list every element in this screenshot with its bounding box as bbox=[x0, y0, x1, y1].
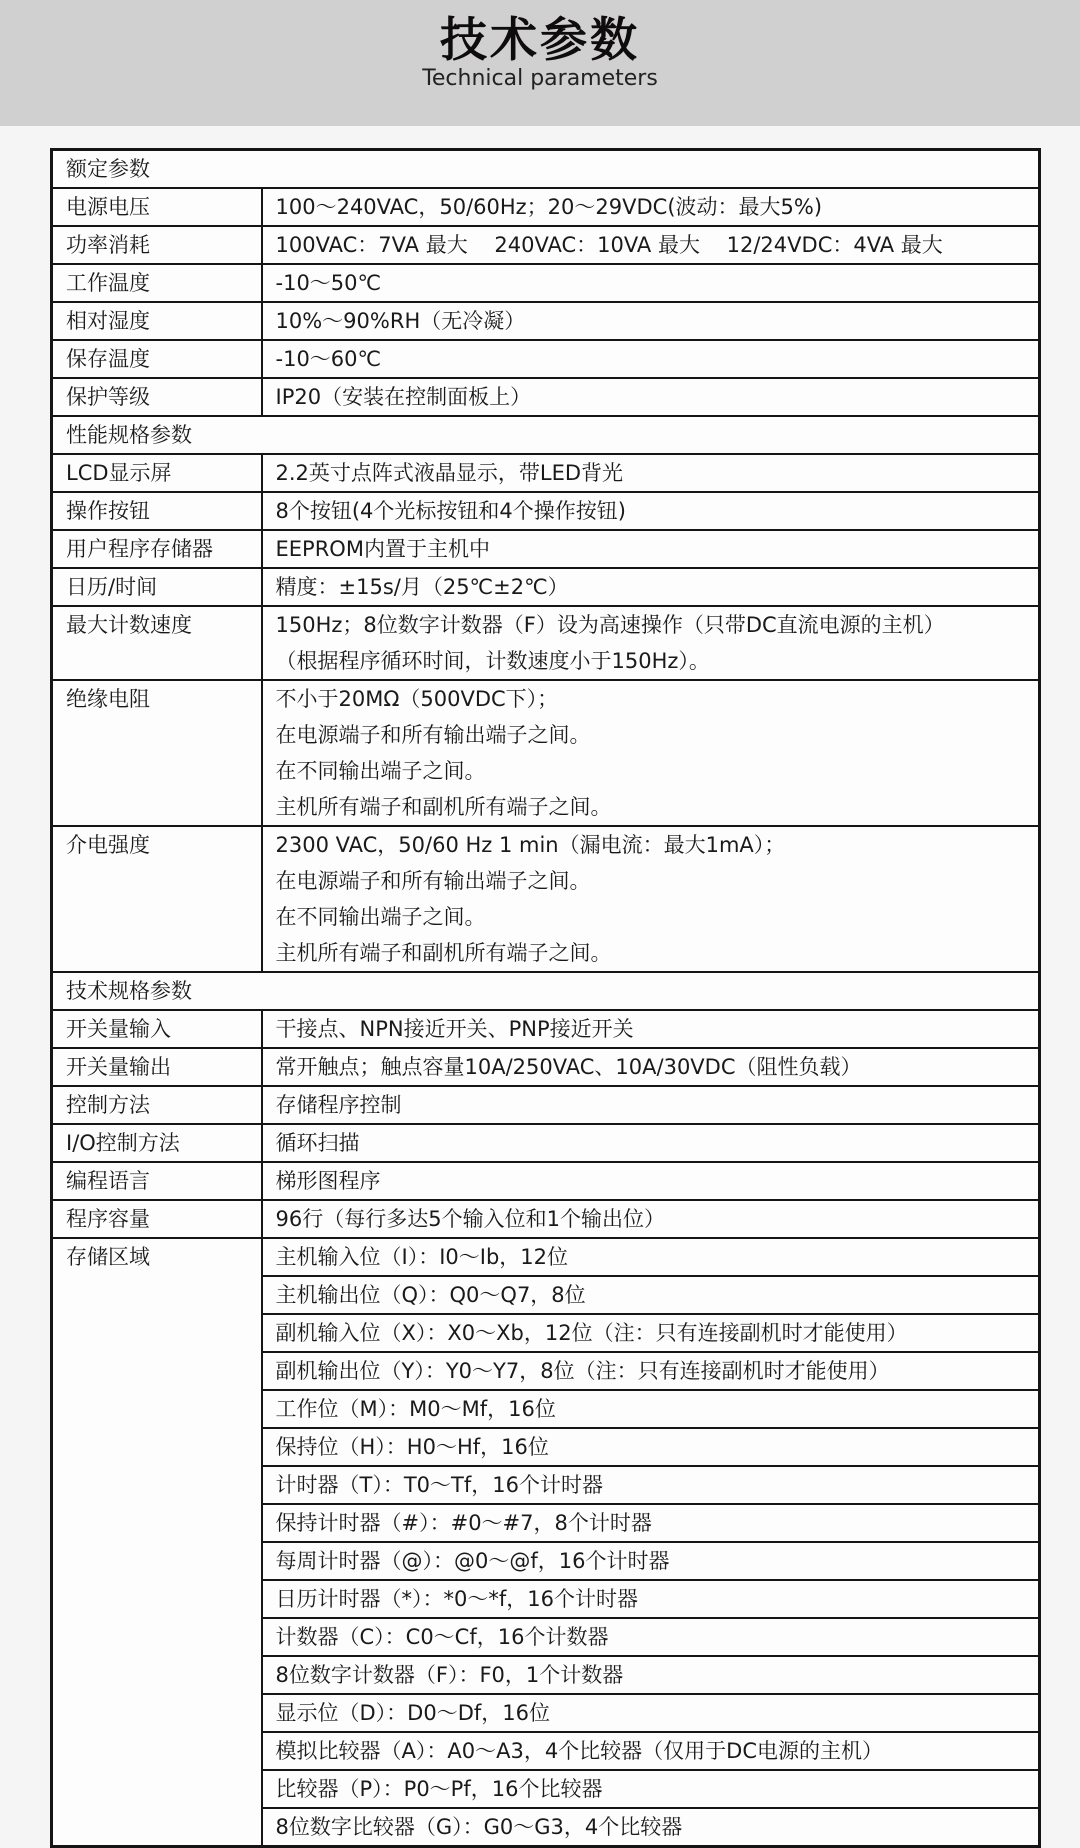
group-value-cell: 日历计时器（*）：*0～*f，16个计时器 bbox=[262, 1580, 1040, 1618]
param-value-line: 循环扫描 bbox=[275, 1131, 360, 1155]
table-section-row bbox=[52, 150, 1040, 189]
param-label-cell: 保护等级 bbox=[52, 378, 262, 416]
param-value-cell bbox=[262, 1124, 1040, 1162]
table-row bbox=[52, 226, 1040, 264]
param-value-line: 150Hz；8位数字计数器（F）设为高速操作（只带DC直流电源的主机） bbox=[275, 613, 945, 637]
header-banner bbox=[0, 0, 1080, 126]
param-value-line: 在电源端子和所有输出端子之间。 bbox=[275, 723, 591, 747]
table-row bbox=[52, 1162, 1040, 1200]
param-value-line: 2.2英寸点阵式液晶显示，带LED背光 bbox=[275, 461, 624, 485]
param-value-line: 存储程序控制 bbox=[275, 1093, 402, 1117]
group-value-cell: 保持位（H）：H0～Hf，16位 bbox=[262, 1428, 1040, 1466]
param-value-line: EEPROM内置于主机中 bbox=[275, 537, 490, 561]
param-value-line: 2300 VAC，50/60 Hz 1 min（漏电流：最大1mA）； bbox=[275, 833, 786, 857]
param-label-cell: 编程语言 bbox=[52, 1162, 262, 1200]
table-section-row bbox=[52, 972, 1040, 1010]
table-row bbox=[52, 530, 1040, 568]
group-value-cell: 工作位（M）：M0～Mf，16位 bbox=[262, 1390, 1040, 1428]
param-label-cell: 绝缘电阻 bbox=[52, 680, 262, 826]
param-value-cell bbox=[262, 530, 1040, 568]
param-value-cell bbox=[262, 1010, 1040, 1048]
page-subtitle: Technical parameters bbox=[422, 66, 658, 91]
param-label-cell: 开关量输出 bbox=[52, 1048, 262, 1086]
group-value-cell: 8位数字比较器（G）：G0～G3，4个比较器 bbox=[262, 1808, 1040, 1847]
group-value-cell: 计数器（C）：C0～Cf，16个计数器 bbox=[262, 1618, 1040, 1656]
group-value-cell: 8位数字计数器（F）：F0，1个计数器 bbox=[262, 1656, 1040, 1694]
table-row bbox=[52, 188, 1040, 226]
spec-table-body bbox=[52, 150, 1040, 1847]
group-value-cell: 计时器（T）：T0～Tf，16个计时器 bbox=[262, 1466, 1040, 1504]
table-row bbox=[52, 680, 1040, 826]
param-label-cell: 日历/时间 bbox=[52, 568, 262, 606]
table-row bbox=[52, 264, 1040, 302]
table-row bbox=[52, 340, 1040, 378]
param-label-cell: 功率消耗 bbox=[52, 226, 262, 264]
param-value-cell bbox=[262, 680, 1040, 826]
section-header-cell: 性能规格参数 bbox=[52, 416, 1040, 454]
param-value-cell bbox=[262, 340, 1040, 378]
param-value-line: 96行（每行多达5个输入位和1个输出位） bbox=[275, 1207, 665, 1231]
param-label-cell: 程序容量 bbox=[52, 1200, 262, 1238]
param-value-cell bbox=[262, 264, 1040, 302]
param-label-cell: 工作温度 bbox=[52, 264, 262, 302]
param-value-line: 不小于20MΩ（500VDC下）； bbox=[275, 687, 559, 711]
param-value-cell bbox=[262, 302, 1040, 340]
table-row bbox=[52, 606, 1040, 680]
table-row bbox=[52, 1200, 1040, 1238]
group-value-cell: 显示位（D）：D0～Df，16位 bbox=[262, 1694, 1040, 1732]
param-value-line: （根据程序循环时间，计数速度小于150Hz）。 bbox=[275, 649, 710, 673]
group-value-cell: 比较器（P）：P0～Pf，16个比较器 bbox=[262, 1770, 1040, 1808]
table-row bbox=[52, 1048, 1040, 1086]
param-label-cell: 最大计数速度 bbox=[52, 606, 262, 680]
param-value-cell bbox=[262, 378, 1040, 416]
group-value-cell: 保持计时器（#）：#0～#7，8个计时器 bbox=[262, 1504, 1040, 1542]
param-label-cell: 电源电压 bbox=[52, 188, 262, 226]
group-value-cell: 副机输出位（Y）：Y0～Y7，8位（注：只有连接副机时才能使用） bbox=[262, 1352, 1040, 1390]
page-title: 技术参数 bbox=[440, 13, 640, 68]
table-row bbox=[52, 568, 1040, 606]
param-value-cell bbox=[262, 454, 1040, 492]
table-row bbox=[52, 826, 1040, 972]
param-value-line: 梯形图程序 bbox=[275, 1169, 381, 1193]
param-value-cell bbox=[262, 826, 1040, 972]
param-value-line: 10%～90%RH（无冷凝） bbox=[275, 309, 526, 333]
param-value-line: 100～240VAC，50/60Hz；20～29VDC(波动：最大5%) bbox=[275, 195, 823, 219]
param-label-cell: 保存温度 bbox=[52, 340, 262, 378]
param-value-line: 主机所有端子和副机所有端子之间。 bbox=[275, 795, 612, 819]
param-value-line: 在不同输出端子之间。 bbox=[275, 905, 486, 929]
param-value-line: 在不同输出端子之间。 bbox=[275, 759, 486, 783]
param-value-line: 100VAC：7VA 最大 240VAC：10VA 最大 12/24VDC：4VA 最大 bbox=[275, 233, 943, 257]
param-label-cell: 操作按钮 bbox=[52, 492, 262, 530]
param-value-line: 8个按钮(4个光标按钮和4个操作按钮) bbox=[275, 499, 626, 523]
param-value-line: 在电源端子和所有输出端子之间。 bbox=[275, 869, 591, 893]
param-label-cell: 相对湿度 bbox=[52, 302, 262, 340]
param-value-cell bbox=[262, 226, 1040, 264]
param-label-cell: 用户程序存储器 bbox=[52, 530, 262, 568]
param-value-line: -10～50℃ bbox=[275, 271, 382, 295]
param-value-line: 精度：±15s/月（25℃±2℃） bbox=[275, 575, 569, 599]
param-value-cell bbox=[262, 568, 1040, 606]
table-row bbox=[52, 1238, 1040, 1276]
table-row bbox=[52, 378, 1040, 416]
table-section-row bbox=[52, 416, 1040, 454]
table-row bbox=[52, 302, 1040, 340]
table-row bbox=[52, 454, 1040, 492]
param-value-line: 常开触点；触点容量10A/250VAC、10A/30VDC（阻性负载） bbox=[275, 1055, 862, 1079]
param-label-cell: LCD显示屏 bbox=[52, 454, 262, 492]
group-value-cell: 每周计时器（@）：@0～@f，16个计时器 bbox=[262, 1542, 1040, 1580]
param-value-line: 干接点、NPN接近开关、PNP接近开关 bbox=[275, 1017, 634, 1041]
table-row bbox=[52, 1010, 1040, 1048]
param-label-cell: 开关量输入 bbox=[52, 1010, 262, 1048]
table-row bbox=[52, 492, 1040, 530]
param-label-cell: 介电强度 bbox=[52, 826, 262, 972]
param-value-line: IP20（安装在控制面板上） bbox=[275, 385, 532, 409]
param-value-cell bbox=[262, 1048, 1040, 1086]
section-header-cell: 技术规格参数 bbox=[52, 972, 1040, 1010]
group-value-cell: 主机输出位（Q）：Q0～Q7，8位 bbox=[262, 1276, 1040, 1314]
param-label-cell: 控制方法 bbox=[52, 1086, 262, 1124]
table-row bbox=[52, 1086, 1040, 1124]
group-label-cell: 存储区域 bbox=[52, 1238, 262, 1847]
param-value-cell bbox=[262, 606, 1040, 680]
param-value-cell bbox=[262, 492, 1040, 530]
param-label-cell: I/O控制方法 bbox=[52, 1124, 262, 1162]
group-value-cell: 模拟比较器（A）：A0～A3，4个比较器（仅用于DC电源的主机） bbox=[262, 1732, 1040, 1770]
param-value-cell bbox=[262, 1200, 1040, 1238]
param-value-line: -10～60℃ bbox=[275, 347, 382, 371]
group-value-cell: 副机输入位（X）：X0～Xb，12位（注：只有连接副机时才能使用） bbox=[262, 1314, 1040, 1352]
group-value-cell: 主机输入位（I）：I0～Ib，12位 bbox=[262, 1238, 1040, 1276]
param-value-line: 主机所有端子和副机所有端子之间。 bbox=[275, 941, 612, 965]
spec-table bbox=[50, 148, 1041, 1848]
section-header-cell: 额定参数 bbox=[52, 150, 1040, 189]
param-value-cell bbox=[262, 1162, 1040, 1200]
table-row bbox=[52, 1124, 1040, 1162]
param-value-cell bbox=[262, 1086, 1040, 1124]
param-value-cell bbox=[262, 188, 1040, 226]
